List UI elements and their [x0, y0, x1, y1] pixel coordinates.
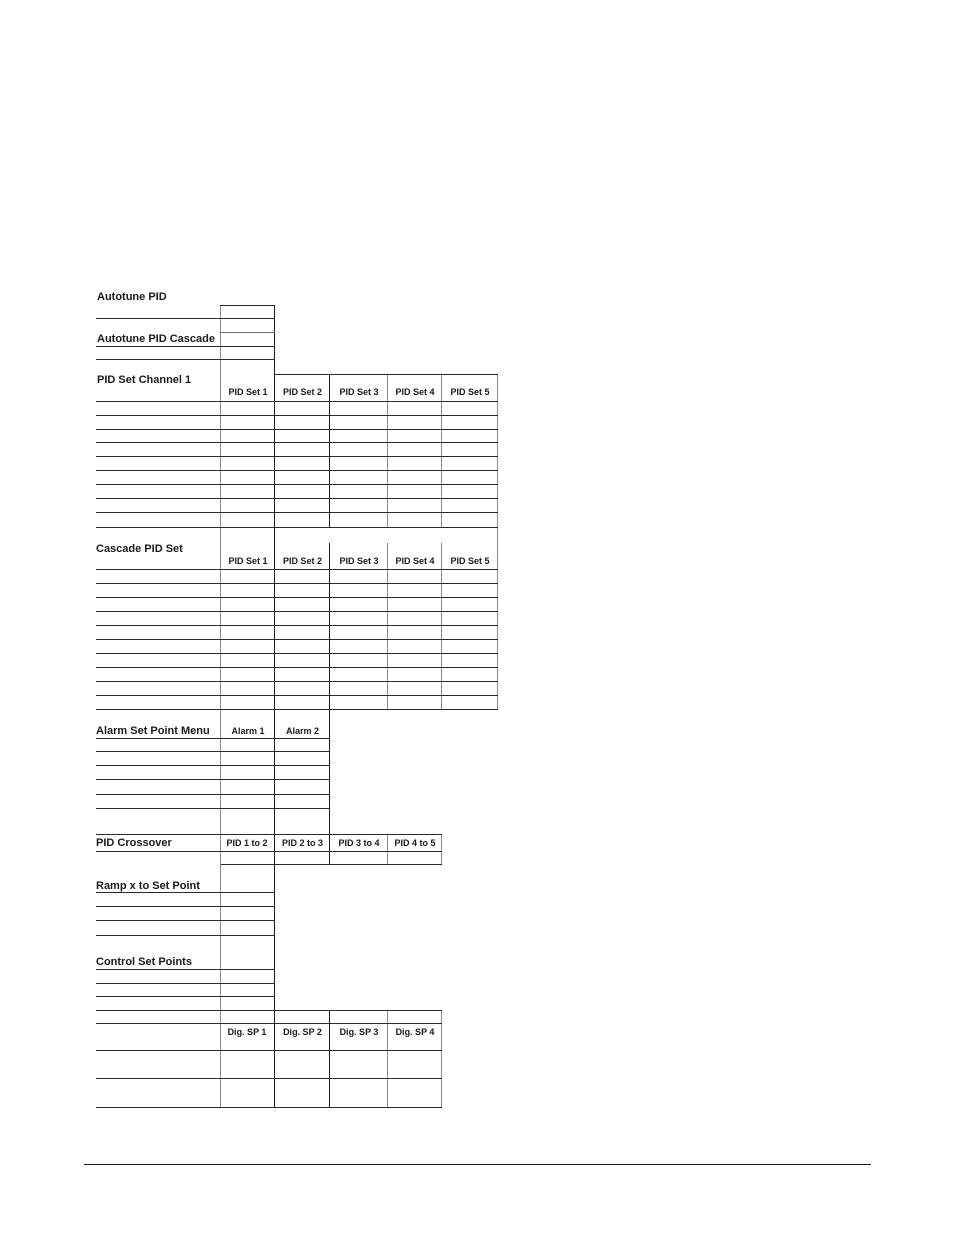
grid-horizontal-line: [96, 597, 498, 598]
grid-horizontal-line: [96, 996, 275, 997]
grid-horizontal-line: [96, 415, 498, 416]
footer-rule: [84, 1164, 871, 1165]
grid-vertical-line: [497, 374, 498, 528]
digital-set-point-header: Dig. SP 2: [283, 1027, 322, 1037]
grid-horizontal-line: [96, 1107, 442, 1108]
autotune-pid-label: Autotune PID: [97, 291, 167, 303]
cascade-pid-set-label: Cascade PID Set: [96, 543, 183, 555]
grid-horizontal-line: [96, 470, 498, 471]
grid-vertical-line: [497, 528, 498, 710]
pid-crossover-header: PID 1 to 2: [226, 838, 268, 848]
grid-vertical-line: [441, 835, 442, 865]
grid-horizontal-line: [96, 1078, 442, 1079]
grid-horizontal-line: [96, 569, 498, 570]
grid-vertical-line: [441, 1011, 442, 1108]
grid-horizontal-line: [96, 681, 498, 682]
grid-vertical-line: [220, 305, 221, 1108]
digital-set-point-header: Dig. SP 1: [227, 1027, 267, 1037]
cascade-pid-set-header: PID Set 4: [395, 556, 435, 566]
grid-horizontal-line: [96, 808, 330, 809]
grid-horizontal-line: [96, 906, 275, 907]
grid-horizontal-line: [96, 667, 498, 668]
grid-horizontal-line: [96, 583, 498, 584]
grid-horizontal-line: [96, 851, 442, 852]
grid-horizontal-line: [221, 864, 442, 865]
control-set-points-label: Control Set Points: [96, 956, 192, 968]
grid-horizontal-line: [96, 653, 498, 654]
pid-set-header: PID Set 1: [228, 387, 268, 397]
ramp-to-set-point-label: Ramp x to Set Point: [96, 880, 200, 892]
grid-horizontal-line: [96, 512, 498, 513]
grid-horizontal-line: [96, 527, 498, 528]
grid-horizontal-line: [96, 779, 330, 780]
grid-horizontal-line: [96, 442, 498, 443]
grid-vertical-line: [329, 1011, 330, 1108]
cascade-pid-set-header: PID Set 5: [450, 556, 490, 566]
pid-crossover-header: PID 4 to 5: [394, 838, 436, 848]
grid-horizontal-line: [96, 892, 275, 893]
grid-horizontal-line: [96, 346, 275, 347]
alarm-header: Alarm 1: [231, 726, 265, 736]
grid-horizontal-line: [275, 374, 498, 375]
grid-vertical-line: [441, 374, 442, 528]
autotune-pid-cascade-label: Autotune PID Cascade: [97, 333, 215, 345]
cascade-pid-set-header: PID Set 3: [339, 556, 379, 566]
grid-horizontal-line: [220, 305, 275, 306]
cascade-pid-set-header: PID Set 2: [282, 556, 322, 566]
pid-crossover-header: PID 2 to 3: [281, 838, 323, 848]
grid-vertical-line: [387, 374, 388, 528]
cascade-pid-set-header: PID Set 1: [228, 556, 268, 566]
grid-horizontal-line: [96, 1050, 442, 1051]
grid-horizontal-line: [96, 1010, 442, 1011]
grid-horizontal-line: [96, 429, 498, 430]
grid-horizontal-line: [96, 983, 275, 984]
digital-set-point-header: Dig. SP 4: [395, 1027, 435, 1037]
pid-set-header: PID Set 3: [339, 387, 379, 397]
digital-set-point-header: Dig. SP 3: [339, 1027, 379, 1037]
grid-horizontal-line: [220, 332, 275, 333]
grid-horizontal-line: [96, 625, 498, 626]
grid-horizontal-line: [96, 639, 498, 640]
pid-set-channel-1-label: PID Set Channel 1: [97, 374, 192, 386]
grid-horizontal-line: [96, 794, 330, 795]
grid-horizontal-line: [96, 695, 498, 696]
grid-horizontal-line: [96, 498, 498, 499]
pid-set-header: PID Set 5: [450, 387, 490, 397]
pid-crossover-label: PID Crossover: [96, 837, 172, 849]
grid-horizontal-line: [96, 738, 330, 739]
grid-horizontal-line: [96, 611, 498, 612]
pid-set-header: PID Set 2: [282, 387, 322, 397]
grid-horizontal-line: [96, 456, 498, 457]
grid-horizontal-line: [96, 484, 498, 485]
grid-vertical-line: [387, 1011, 388, 1108]
grid-horizontal-line: [96, 318, 275, 319]
pid-crossover-header: PID 3 to 4: [338, 838, 380, 848]
pid-set-header: PID Set 4: [395, 387, 435, 397]
grid-vertical-line: [387, 835, 388, 865]
grid-horizontal-line: [96, 709, 498, 710]
grid-horizontal-line: [96, 765, 330, 766]
grid-horizontal-line: [96, 935, 275, 936]
grid-vertical-line: [329, 374, 330, 528]
grid-horizontal-line: [96, 1023, 442, 1024]
alarm-set-point-menu-label: Alarm Set Point Menu: [96, 725, 210, 737]
grid-vertical-line: [274, 305, 275, 1108]
grid-horizontal-line: [96, 920, 275, 921]
grid-horizontal-line: [96, 359, 275, 360]
grid-horizontal-line: [96, 969, 275, 970]
grid-horizontal-line: [96, 834, 442, 835]
grid-horizontal-line: [96, 401, 498, 402]
grid-vertical-line: [329, 710, 330, 865]
alarm-header: Alarm 2: [285, 726, 320, 736]
grid-horizontal-line: [96, 751, 330, 752]
